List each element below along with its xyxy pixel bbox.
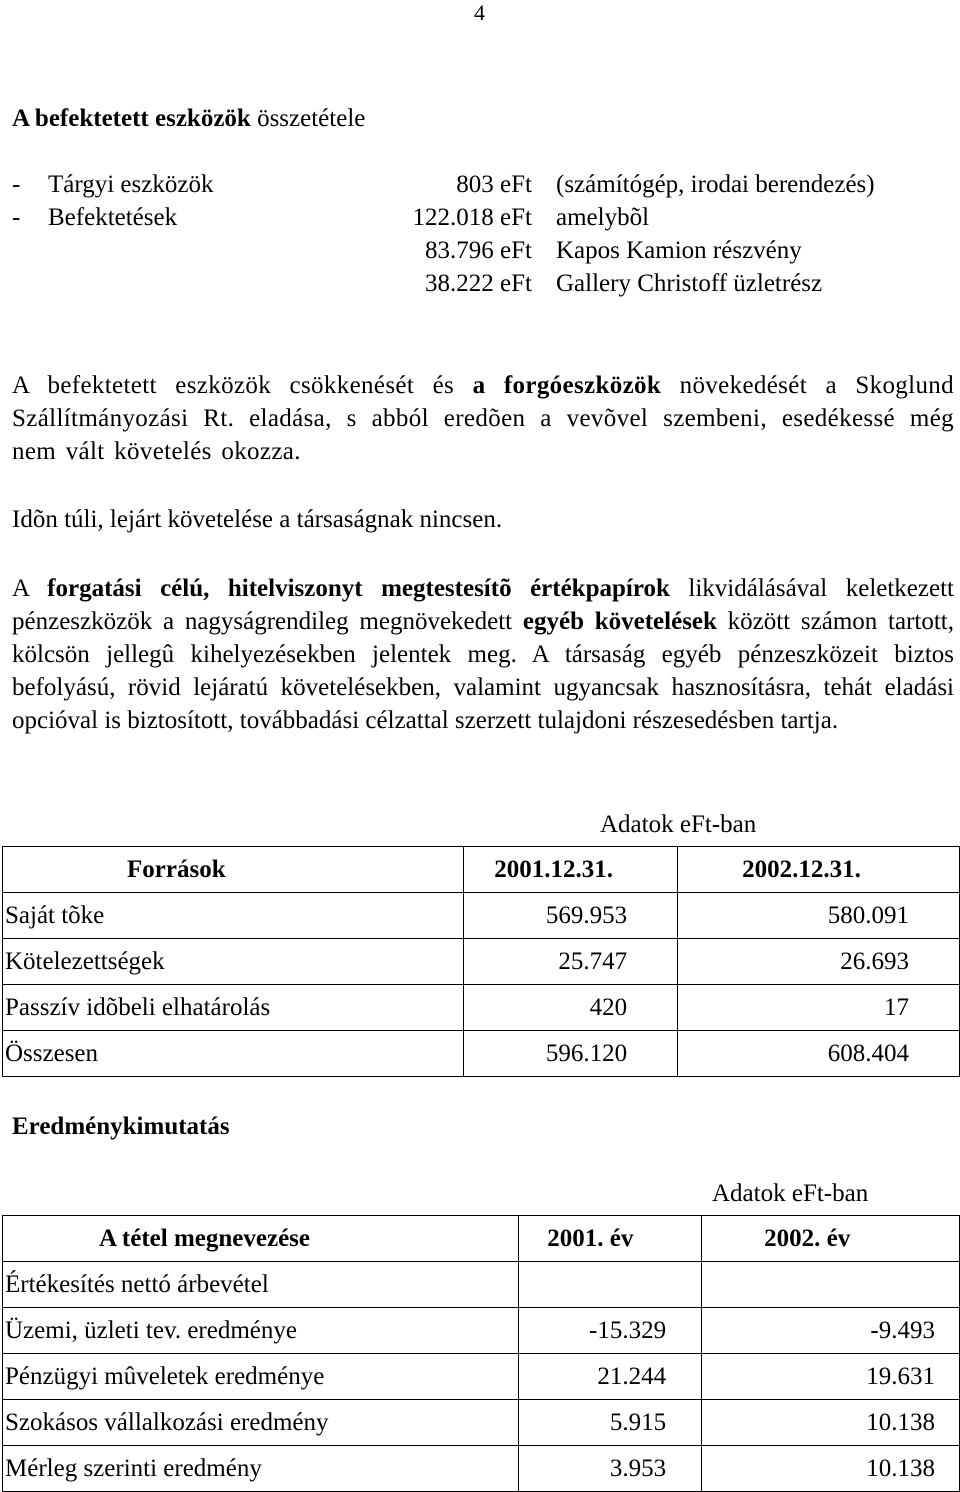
column-header: 2001. év <box>519 1216 702 1262</box>
table-row <box>3 1308 960 1354</box>
asset-description: Kapos Kamion részvény <box>556 237 802 264</box>
table-cell-label: Pénzügyi mûveletek eredménye <box>3 1354 519 1400</box>
table-cell-value <box>519 1262 702 1308</box>
table-row <box>3 1446 960 1492</box>
asset-description: (számítógép, irodai berendezés) <box>556 171 875 198</box>
paragraph-text: A befektetett eszközök csökkenését és <box>12 372 473 399</box>
asset-description: Gallery Christoff üzletrész <box>556 270 823 297</box>
asset-row <box>12 267 952 300</box>
table-cell-value: 25.747 <box>464 939 678 985</box>
asset-row <box>12 168 952 201</box>
table-cell-value: 569.953 <box>464 893 678 939</box>
section-title <box>12 102 365 135</box>
asset-row <box>12 201 952 234</box>
asset-name: Befektetések <box>48 204 178 231</box>
table-header-row <box>3 1216 960 1262</box>
table-cell-value: -15.329 <box>519 1308 702 1354</box>
paragraph-text: között számon tartott, kölcsön jellegû kihelyezésekben jelentek meg. A társaság egyéb pénzeszközeit biztos befolyású, rövid lejáratú követelésekben, valamint ugyancsak hasznosításra, tehát eladási opcióval is biztosított, továbbadási célzattal szerzett tulajdoni részesedésben tartja. <box>12 608 954 734</box>
table-cell-label: Összesen <box>3 1031 464 1077</box>
table-row <box>3 939 960 985</box>
table-cell-value: 5.915 <box>519 1400 702 1446</box>
table-cell-value: 10.138 <box>702 1400 960 1446</box>
table-cell-value: 26.693 <box>678 939 960 985</box>
table-cell-value: 596.120 <box>464 1031 678 1077</box>
table-row <box>3 893 960 939</box>
paragraph-bold: forgatási célú, hitelviszonyt megtestesítõ értékpapírok <box>47 575 670 602</box>
assets-list <box>12 168 952 300</box>
asset-dash: - <box>12 204 21 231</box>
table-cell-label: Értékesítés nettó árbevétel <box>3 1262 519 1308</box>
asset-dash: - <box>12 171 21 198</box>
paragraph-asset-change <box>12 369 954 468</box>
table-row <box>3 1262 960 1308</box>
sources-table-caption: Adatok eFt-ban <box>600 811 757 838</box>
column-header: 2001.12.31. <box>464 847 678 893</box>
section-title-bold: A befektetett eszközök <box>12 105 251 132</box>
table-row <box>3 1031 960 1077</box>
paragraph-securities <box>12 572 954 737</box>
table-cell-value: 21.244 <box>519 1354 702 1400</box>
paragraph-text: növekedését a Skoglund Szállítmányozási Rt. eladása, s abból eredõen a vevõvel szembeni, esedékessé még nem vált követelés okozza. <box>12 372 954 465</box>
table-cell-value: 17 <box>678 985 960 1031</box>
paragraph-text: likvidálásával keletkezett pénzeszközök a nagyságrendileg megnövekedett <box>12 575 954 635</box>
column-header: 2002.12.31. <box>678 847 960 893</box>
table-row <box>3 985 960 1031</box>
results-table-caption: Adatok eFt-ban <box>712 1180 869 1207</box>
section-title-rest: összetétele <box>250 105 366 132</box>
table-cell-value <box>702 1262 960 1308</box>
column-header: A tétel megnevezése <box>3 1216 519 1262</box>
table-cell-label: Saját tõke <box>3 893 464 939</box>
table-cell-value: 3.953 <box>519 1446 702 1492</box>
column-header: Források <box>3 847 464 893</box>
asset-row <box>12 234 952 267</box>
table-cell-value: 420 <box>464 985 678 1031</box>
table-cell-value: 19.631 <box>702 1354 960 1400</box>
table-cell-value: 608.404 <box>678 1031 960 1077</box>
page-number: 4 <box>474 0 485 25</box>
asset-amount: 803 eFt <box>456 171 532 198</box>
table-row <box>3 1354 960 1400</box>
table-cell-value: 10.138 <box>702 1446 960 1492</box>
asset-amount: 122.018 eFt <box>412 204 532 231</box>
column-header: 2002. év <box>702 1216 960 1262</box>
paragraph-overdue: Idõn túli, lejárt követelése a társaságnak nincsen. <box>12 506 503 533</box>
table-cell-value: 580.091 <box>678 893 960 939</box>
results-table <box>2 1215 960 1492</box>
asset-description: amelybõl <box>556 204 650 231</box>
table-cell-label: Szokásos vállalkozási eredmény <box>3 1400 519 1446</box>
table-cell-label: Passzív idõbeli elhatárolás <box>3 985 464 1031</box>
asset-amount: 83.796 eFt <box>425 237 532 264</box>
asset-amount: 38.222 eFt <box>425 270 532 297</box>
table-cell-label: Mérleg szerinti eredmény <box>3 1446 519 1492</box>
paragraph-bold: egyéb követelések <box>522 608 717 635</box>
paragraph-text: A <box>12 575 48 602</box>
table-cell-label: Kötelezettségek <box>3 939 464 985</box>
table-cell-label: Üzemi, üzleti tev. eredménye <box>3 1308 519 1354</box>
table-cell-value: -9.493 <box>702 1308 960 1354</box>
table-header-row <box>3 847 960 893</box>
table-row <box>3 1400 960 1446</box>
asset-name: Tárgyi eszközök <box>48 171 214 198</box>
sources-table <box>2 846 960 1077</box>
paragraph-bold: a forgóeszközök <box>472 372 662 399</box>
results-title: Eredménykimutatás <box>12 1113 230 1140</box>
